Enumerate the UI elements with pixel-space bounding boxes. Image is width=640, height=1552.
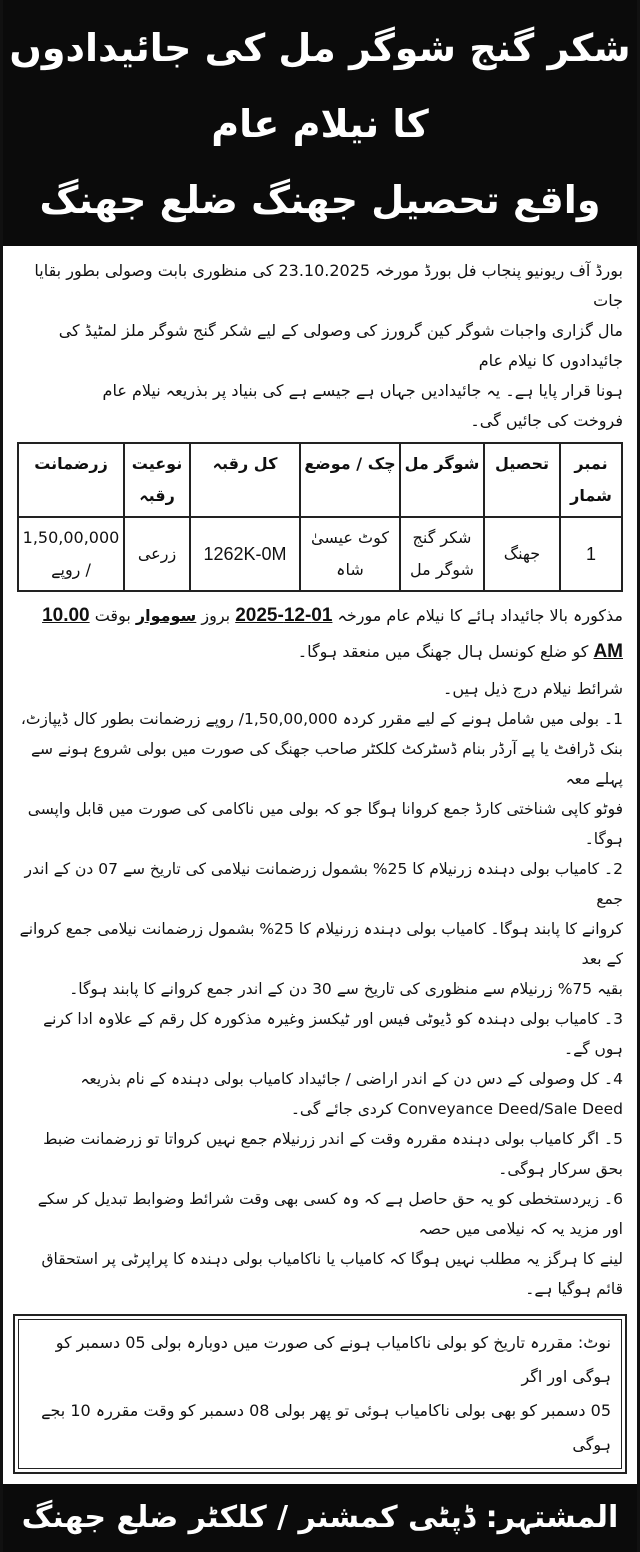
condition-line: فوٹو کاپی شناختی کارڈ جمع کروانا ہوگا جو کہ بولی میں ناکامی کی صورت میں قابل واپسی ہوگا۔ [27,800,623,848]
auction-schedule [17,598,623,670]
col-total-area: کل رقبہ [190,443,300,517]
cell-chak: کوٹ عیسیٰ شاہ [300,517,400,591]
auction-ampm: AM [593,641,623,662]
col-tehsil: تحصیل [484,443,560,517]
cell-total-area: 1262K-0M [190,517,300,591]
cell-area-type: زرعی [124,517,190,591]
note-line: 05 دسمبر کو بھی بولی ناکامیاب ہوئی تو پھر بولی 08 دسمبر کو وقت مقررہ 10 بجے ہوگی [41,1401,611,1454]
cell-security: 1,50,00,000/ روپے [18,517,124,591]
col-security: زرضمانت [18,443,124,517]
conditions-heading: شرائط نیلام درج ذیل ہیں۔ [442,679,623,698]
condition-line: بقیہ 75% زرنیلام سے منظوری کی تاریخ سے 30 دن کے اندر جمع کروانے کا پابند ہوگا۔ [69,980,623,998]
note-box [13,1314,627,1474]
condition-line: 1۔ بولی میں شامل ہونے کے لیے مقرر کردہ 1,50,00,000/ روپے زرضمانت بطور کال ڈیپازٹ، [20,710,623,728]
col-sugar-mill: شوگر مل [400,443,484,517]
auction-text: مذکورہ بالا جائیداد ہائے کا نیلام عام مورخہ [337,606,623,625]
table-row [18,517,622,591]
property-table [17,442,623,592]
notice-body [3,246,637,1304]
auction-date: 01-12-2025 [235,605,333,626]
auction-day: سوموار [135,606,197,625]
intro-line: ہونا قرار پایا ہے۔ یہ جائیدادیں جہاں ہے جیسے ہے کی بنیاد پر بذریعہ نیلام عام [102,381,623,400]
header-banner [3,0,637,246]
auction-text: بروز [201,606,231,625]
cell-tehsil: جھنگ [484,517,560,591]
condition-line: 2۔ کامیاب بولی دہندہ زرنیلام کا 25% بشمول زرضمانت نیلامی کی تاریخ سے 07 دن کے اندر جمع [24,860,623,908]
auction-text: بوقت [94,606,131,625]
note-line: نوٹ: مقررہ تاریخ کو بولی ناکامیاب ہونے کی صورت میں دوبارہ بولی 05 دسمبر کو ہوگی اور اگر [55,1333,611,1386]
title-line-1: شکر گنج شوگر مل کی جائیدادوں کا نیلام عام [9,26,631,146]
auction-time: 10.00 [42,605,90,626]
col-serial: نمبر شمار [560,443,622,517]
col-area-type: نوعیت رقبہ [124,443,190,517]
cell-serial: 1 [560,517,622,591]
cell-sugar-mill: شکر گنج شوگر مل [400,517,484,591]
intro-line: مال گزاری واجبات شوگر کین گرورز کی وصولی کے لیے شکر گنج شوگر ملز لمٹیڈ کی جائیدادوں کا نیلام عام [58,321,623,370]
condition-line: 4۔ کل وصولی کے دس دن کے اندر اراضی / جائیداد کامیاب بولی دہندہ کے نام بذریعہ [80,1070,623,1088]
condition-line: Conveyance Deed/Sale Deed کردی جائے گی۔ [290,1100,623,1118]
condition-line: لینے کا ہرگز یہ مطلب نہیں ہوگا کہ کامیاب یا ناکامیاب بولی دہندہ کا پراپرٹی پر استحقاق قائم ہوگیا ہے۔ [41,1250,623,1298]
intro-paragraph [17,256,623,436]
condition-line: 6۔ زیردستخطی کو یہ حق حاصل ہے کہ وہ کسی بھی وقت شرائط وضوابط تبدیل کر سکے اور مزید یہ کہ نیلامی میں حصہ [37,1190,623,1238]
advertiser-footer: المشتہر: ڈپٹی کمشنر / کلکٹر ضلع جھنگ [3,1484,637,1552]
condition-line: 3۔ کامیاب بولی دہندہ کو ڈیوٹی فیس اور ٹیکسز وغیرہ مذکورہ کل رقم کے علاوہ ادا کرنے ہوں گے۔ [43,1010,623,1058]
title-line-2: واقع تحصیل جھنگ ضلع جھنگ [39,178,601,222]
intro-line: بورڈ آف ریونیو پنجاب فل بورڈ مورخہ 23.10.2025 کی منظوری بابت وصولی بطور بقایا جات [34,261,623,310]
condition-line: بنک ڈرافٹ یا پے آرڈر بنام ڈسٹرکٹ کلکٹر صاحب جھنگ کی صورت میں بولی شروع ہونے سے پہلے معہ [30,740,623,788]
table-header-row [18,443,622,517]
auction-venue: کو ضلع کونسل ہال جھنگ میں منعقد ہوگا۔ [297,642,589,661]
condition-line: 5۔ اگر کامیاب بولی دہندہ مقررہ وقت کے اندر زرنیلام جمع نہیں کرواتا تو زرضمانت ضبط بحق سرکار ہوگی۔ [43,1130,623,1178]
condition-line: کروانے کا پابند ہوگا۔ کامیاب بولی دہندہ زرنیلام کا 25% بشمول زرضمانت نیلامی جمع کروانے کے بعد [19,920,623,968]
intro-line: فروخت کی جائیں گی۔ [470,411,623,430]
col-chak: چک / موضع [300,443,400,517]
conditions-list [17,704,623,1304]
